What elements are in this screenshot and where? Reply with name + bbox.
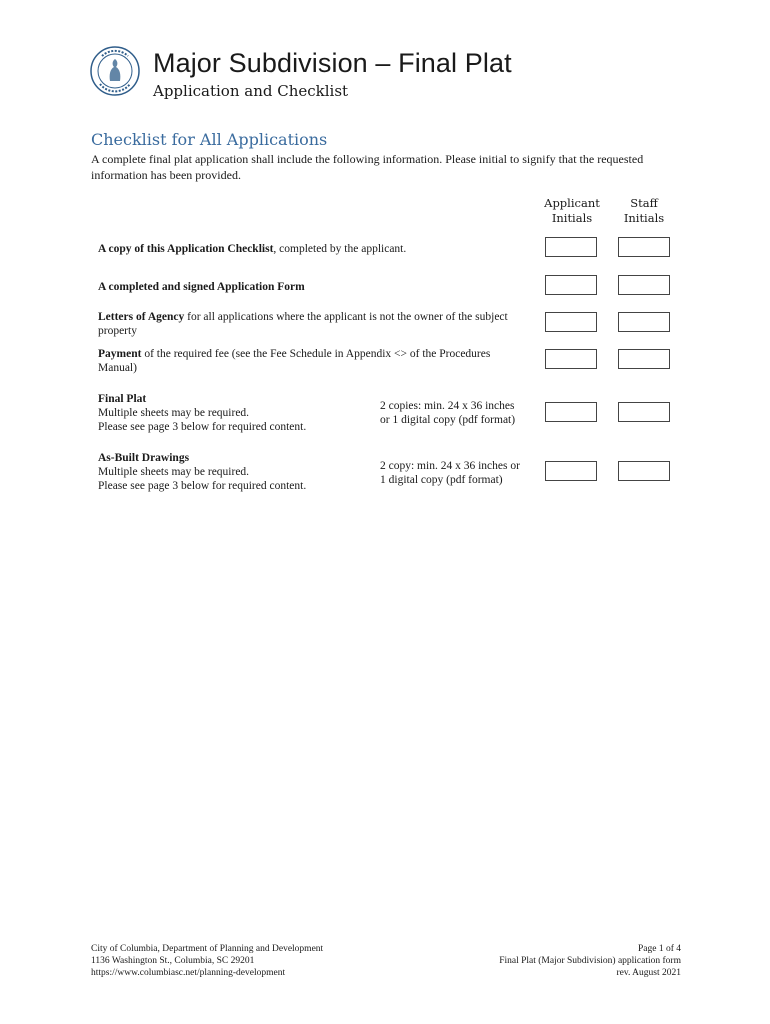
applicant-initials-field-1[interactable] [545, 237, 597, 257]
staff-initials-field-3[interactable] [618, 312, 670, 332]
applicant-initials-field-6[interactable] [545, 461, 597, 481]
applicant-initials-field-4[interactable] [545, 349, 597, 369]
page-subtitle: Application and Checklist [153, 82, 349, 100]
staff-initials-field-2[interactable] [618, 275, 670, 295]
checklist-item-application-checklist: A copy of this Application Checklist, completed by the applicant. [98, 243, 407, 255]
staff-initials-field-4[interactable] [618, 349, 670, 369]
final-plat-copies-note: 2 copies: min. 24 x 36 inches or 1 digital copy (pdf format) [380, 400, 516, 426]
staff-initials-header: Staff Initials [623, 196, 665, 225]
applicant-initials-header: Applicant Initials [544, 196, 600, 225]
checklist-item-payment: Payment of the required fee (see the Fee Schedule in Appendix <> of the Procedures Manual) [98, 348, 491, 374]
intro-paragraph: A complete final plat application shall include the following information. Please initial to signify that the requested information has been provided. [91, 152, 644, 182]
staff-initials-field-1[interactable] [618, 237, 670, 257]
footer-address: City of Columbia, Department of Planning and Development 1136 Washington St., Columbia, SC 29201 https://www.columbiasc.net/planning-development [91, 944, 324, 978]
staff-initials-field-6[interactable] [618, 461, 670, 481]
page-title: Major Subdivision – Final Plat [153, 48, 512, 78]
checklist-item-as-built-drawings: As-Built Drawings Multiple sheets may be required. Please see page 3 below for required content. [98, 452, 307, 492]
footer-website-link[interactable]: https://www.columbiasc.net/planning-development [91, 968, 286, 978]
applicant-initials-field-3[interactable] [545, 312, 597, 332]
footer-page-info: Page 1 of 4 Final Plat (Major Subdivision) application form rev. August 2021 [499, 944, 681, 978]
applicant-initials-field-5[interactable] [545, 402, 597, 422]
applicant-initials-field-2[interactable] [545, 275, 597, 295]
staff-initials-field-5[interactable] [618, 402, 670, 422]
city-seal-logo [90, 46, 140, 96]
page-number: Page 1 of 4 [637, 944, 681, 954]
checklist-item-application-form: A completed and signed Application Form [98, 281, 305, 293]
section-heading: Checklist for All Applications [91, 130, 328, 149]
checklist-item-final-plat: Final Plat Multiple sheets may be required. Please see page 3 below for required content. [98, 393, 307, 433]
checklist-item-letters-of-agency: Letters of Agency for all applications where the applicant is not the owner of the subject property [98, 311, 508, 337]
as-built-copies-note: 2 copy: min. 24 x 36 inches or 1 digital copy (pdf format) [380, 460, 520, 486]
